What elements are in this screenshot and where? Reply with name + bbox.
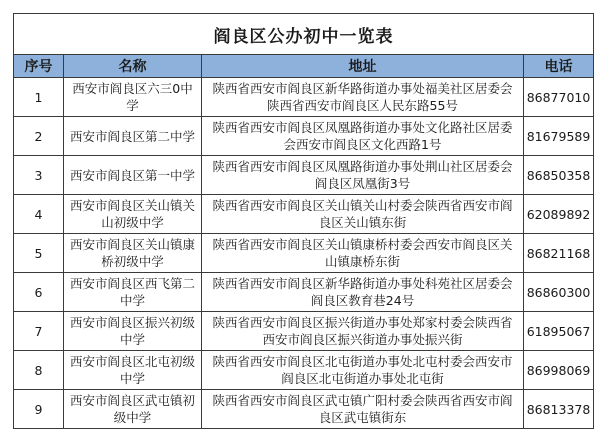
row-index: 5 (14, 234, 64, 273)
row-phone: 81679589 (524, 117, 594, 156)
row-phone: 86850358 (524, 156, 594, 195)
school-name: 西安市阎良区北屯初级中学 (69, 354, 195, 386)
school-table (13, 13, 594, 429)
column-header-phone: 电话 (524, 55, 594, 78)
school-name: 西安市阎良区振兴初级中学 (69, 315, 195, 347)
row-phone: 86821168 (524, 234, 594, 273)
row-phone: 61895067 (524, 312, 594, 351)
row-phone: 86998069 (524, 351, 594, 390)
school-address: 陕西省西安市阎良区关山镇康桥村委会西安市阎良区关山镇康桥东街 (212, 237, 513, 269)
school-address: 陕西省西安市阎良区北屯街道办事处北屯村委会西安市阎良区北屯街道办事处北屯街 (212, 354, 513, 386)
row-index: 3 (14, 156, 64, 195)
row-phone: 62089892 (524, 195, 594, 234)
row-name (64, 156, 202, 195)
column-header-name: 名称 (64, 55, 202, 78)
table-row (14, 351, 594, 390)
row-index: 6 (14, 273, 64, 312)
row-name (64, 351, 202, 390)
school-address: 陕西省西安市阎良区关山镇关山村委会陕西省西安市阎良区关山镇东街 (212, 198, 513, 230)
table-row (14, 390, 594, 429)
school-name: 西安市阎良区第一中学 (69, 167, 195, 183)
row-index: 4 (14, 195, 64, 234)
row-index: 9 (14, 390, 64, 429)
school-address: 陕西省西安市阎良区振兴街道办事处郑家村委会陕西省西安市阎良区振兴街道办事处振兴街 (212, 315, 513, 347)
row-address (202, 156, 524, 195)
school-name: 西安市阎良区六三0中学 (72, 81, 193, 113)
school-address: 陕西省西安市阎良区新华路街道办事处福美社区居委会陕西省西安市阎良区人民东路55号 (212, 81, 513, 113)
table-row (14, 234, 594, 273)
school-name: 西安市阎良区关山镇关山初级中学 (69, 198, 195, 230)
row-name (64, 234, 202, 273)
row-index: 1 (14, 78, 64, 117)
row-address (202, 78, 524, 117)
row-address (202, 351, 524, 390)
school-name: 西安市阎良区武屯镇初级中学 (69, 393, 195, 425)
school-name: 西安市阎良区关山镇康桥初级中学 (69, 237, 195, 269)
row-address (202, 234, 524, 273)
row-address (202, 312, 524, 351)
table-row (14, 273, 594, 312)
row-phone: 86860300 (524, 273, 594, 312)
school-address: 陕西省西安市阎良区凤凰路街道办事处文化路社区居委会西安市阎良区文化西路1号 (212, 120, 513, 152)
table-title: 阎良区公办初中一览表 (14, 14, 594, 55)
school-list-sheet (13, 13, 593, 429)
table-row (14, 156, 594, 195)
school-name: 西安市阎良区西飞第二中学 (69, 276, 195, 308)
school-address: 陕西省西安市阎良区新华路街道办事处科苑社区居委会阎良区教育巷24号 (212, 276, 513, 308)
row-name (64, 390, 202, 429)
row-address (202, 195, 524, 234)
row-name (64, 273, 202, 312)
row-address (202, 117, 524, 156)
row-address (202, 390, 524, 429)
row-phone: 86877010 (524, 78, 594, 117)
row-index: 2 (14, 117, 64, 156)
column-header-address: 地址 (202, 55, 524, 78)
school-address: 陕西省西安市阎良区凤凰路街道办事处荆山社区居委会阎良区凤凰街3号 (212, 159, 513, 191)
row-address (202, 273, 524, 312)
column-header-index: 序号 (14, 55, 64, 78)
row-index: 7 (14, 312, 64, 351)
row-phone: 86813378 (524, 390, 594, 429)
row-name (64, 117, 202, 156)
row-name (64, 78, 202, 117)
school-name: 西安市阎良区第二中学 (69, 128, 195, 144)
row-name (64, 312, 202, 351)
header-row (14, 55, 594, 78)
row-name (64, 195, 202, 234)
table-row (14, 312, 594, 351)
table-row (14, 195, 594, 234)
row-index: 8 (14, 351, 64, 390)
school-address: 陕西省西安市阎良区武屯镇广阳村委会陕西省西安市阎良区武屯镇街东 (212, 393, 513, 425)
table-row (14, 78, 594, 117)
table-row (14, 117, 594, 156)
